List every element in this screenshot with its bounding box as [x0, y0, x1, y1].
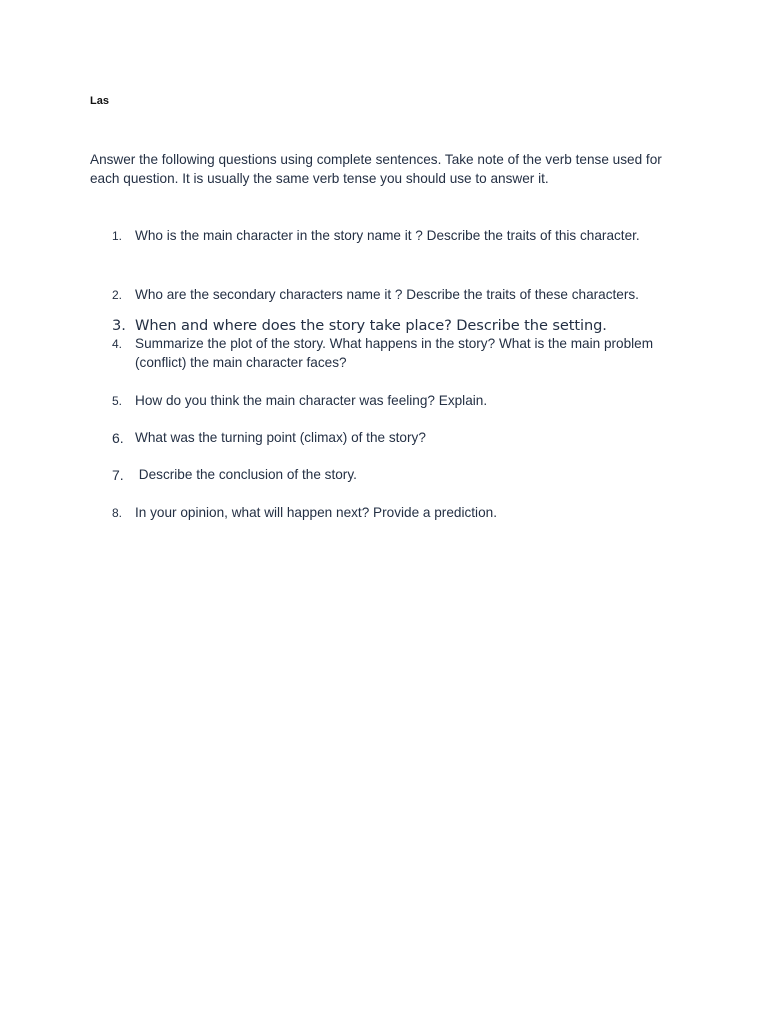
question-number: 8. [112, 506, 123, 520]
question-text: Who are the secondary characters name it ? Describe the traits of these characters. [135, 287, 639, 302]
question-number: 7. [112, 467, 124, 483]
question-number: 2. [112, 288, 123, 302]
question-text: How do you think the main character was feeling? Explain. [135, 393, 488, 408]
question-number: 4. [112, 337, 123, 351]
question-text: Describe the conclusion of the story. [135, 467, 357, 482]
instructions-paragraph: Answer the following questions using complete sentences. Take note of the verb tense used for each question. It is usually the same verb tense you should use to answer it. [90, 152, 662, 186]
question-number: 1. [112, 229, 123, 243]
question-text: In your opinion, what will happen next? Provide a prediction. [135, 505, 497, 520]
question-text: Who is the main character in the story name it ? Describe the traits of this character. [135, 228, 640, 243]
question-text: What was the turning point (climax) of the story? [135, 430, 426, 445]
question-text: When and where does the story take place? Describe the setting. [135, 317, 607, 334]
question-number: 6. [112, 430, 124, 446]
question-number: 3. [112, 317, 126, 334]
question-text: Summarize the plot of the story. What happens in the story? What is the main problem (conflict) the main character faces? [135, 336, 654, 370]
document-heading: Las [90, 95, 109, 107]
question-number: 5. [112, 394, 123, 408]
